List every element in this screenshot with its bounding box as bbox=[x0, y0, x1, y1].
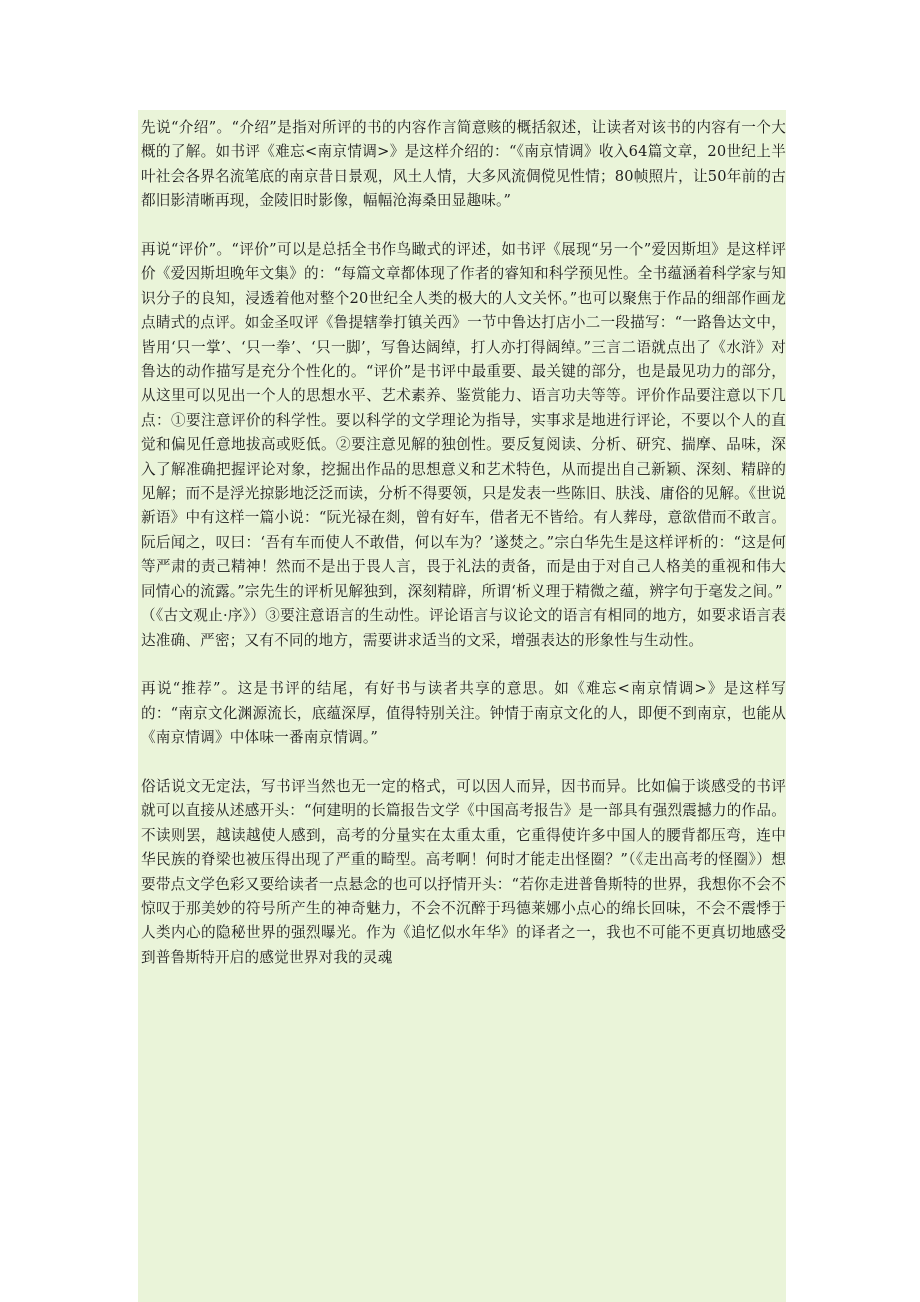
paragraph-evaluation-continued: （《古文观止·序》）③要注意语言的生动性。评论语言与议论文的语言有相同的地方，如要求语言表达准确、严密；又有不同的地方，需要讲求适当的文采，增强表达的形象性与生动性。 bbox=[141, 607, 786, 649]
paragraph-evaluation: 再说“评价”。“评价”可以是总括全书作鸟瞰式的评述，如书评《展现“另一个”爱因斯坦》是这样评价《爱因斯坦晚年文集》的：“每篇文章都体现了作者的睿知和科学预见性。全书蕴涵着科学家与知识分子的良知，浸透着他对整个20世纪全人类的极大的人文关怀。”也可以聚焦于作品的细部作画龙点睛式的点评。如金圣叹评《鲁提辖拳打镇关西》一节中鲁达打店小二一段描写：“一路鲁达文中，皆用‘只一掌’、‘只一拳’、‘只一脚’，写鲁达阔绰，打人亦打得阔绰。”三言二语就点出了《水浒》对鲁达的动作描写是充分个性化的。“评价”是书评中最重要、最关键的部分，也是最见功力的部分，从这里可以见出一个人的思想水平、艺术素养、鉴赏能力、语言功夫等等。评价作品要注意以下几点：①要注意评价的科学性。要以科学的文学理论为指导，实事求是地进行评论，不要以个人的直觉和偏见任意地拔高或贬低。②要注意见解的独创性。要反复阅读、分析、研究、揣摩、品味，深入了解准确把握评论对象，挖掘出作品的思想意义和艺术特色，从而提出自己新颖、深刻、精辟的见解；而不是浮光掠影地泛泛而读，分析不得要领，只是发表一些陈旧、肤浅、庸俗的见解。《世说新语》中有这样一篇小说：“阮光禄在剡，曾有好车，借者无不皆给。有人葬母，意欲借而不敢言。阮后闻之，叹曰：‘吾有车而使人不敢借，何以车为？’遂焚之。”宗白华先生是这样评析的：“这是何等严肃的责己精神！然而不是出于畏人言，畏于礼法的责备，而是由于对自己人格美的重视和伟大同情心的流露。”宗先生的评析见解独到，深刻精辟，所谓‘析义理于精微之蕴，辨字句于毫发之间。” bbox=[141, 241, 786, 600]
paragraph-spacer bbox=[138, 751, 786, 775]
paragraph-spacer bbox=[138, 653, 786, 677]
paragraph-recommendation: 再说“推荐”。这是书评的结尾，有好书与读者共享的意思。如《难忘<南京情调>》是这样写的：“南京文化渊源流长，底蕴深厚，值得特别关注。钟情于南京文化的人，即便不到南京，也能从《南京情调》中体味一番南京情调。” bbox=[141, 680, 786, 747]
paragraph-introduction: 先说“介绍”。“介绍”是指对所评的书的内容作言简意赅的概括叙述，让读者对该书的内容有一个大概的了解。如书评《难忘<南京情调>》是这样介绍的：“《南京情调》收入64篇文章，20世纪上半叶社会各界名流笔底的南京昔日景观，风土人情，大多风流倜傥见性情；80帧照片，让50年前的古都旧影清晰再现，金陵旧时影像，幅幅沧海桑田显趣味。” bbox=[141, 119, 786, 210]
paragraph-openings: 俗话说文无定法，写书评当然也无一定的格式，可以因人而异，因书而异。比如偏于谈感受的书评就可以直接从述感开头：“何建明的长篇报告文学《中国高考报告》是一部具有强烈震撼力的作品。不读则罢，越读越使人感到，高考的分量实在太重太重，它重得使许多中国人的腰背都压弯，连中华民族的脊梁也被压得出现了严重的畸型。高考啊！何时才能走出怪圈？”（《走出高考的怪圈》）想要带点文学色彩又要给读者一点悬念的也可以抒情开头：“若你走进普鲁斯特的世界，我想你不会不惊叹于那美妙的符号所产生的神奇魅力，不会不沉醉于玛德莱娜小点心的绵长回味，不会不震悸于人类内心的隐秘世界的强烈曝光。作为《追忆似水年华》的译者之一，我也不可能不更真切地感受到普鲁斯特开启的感觉世界对我的灵魂 bbox=[141, 777, 786, 966]
paragraph-spacer bbox=[138, 214, 786, 238]
document-body bbox=[138, 110, 786, 1302]
